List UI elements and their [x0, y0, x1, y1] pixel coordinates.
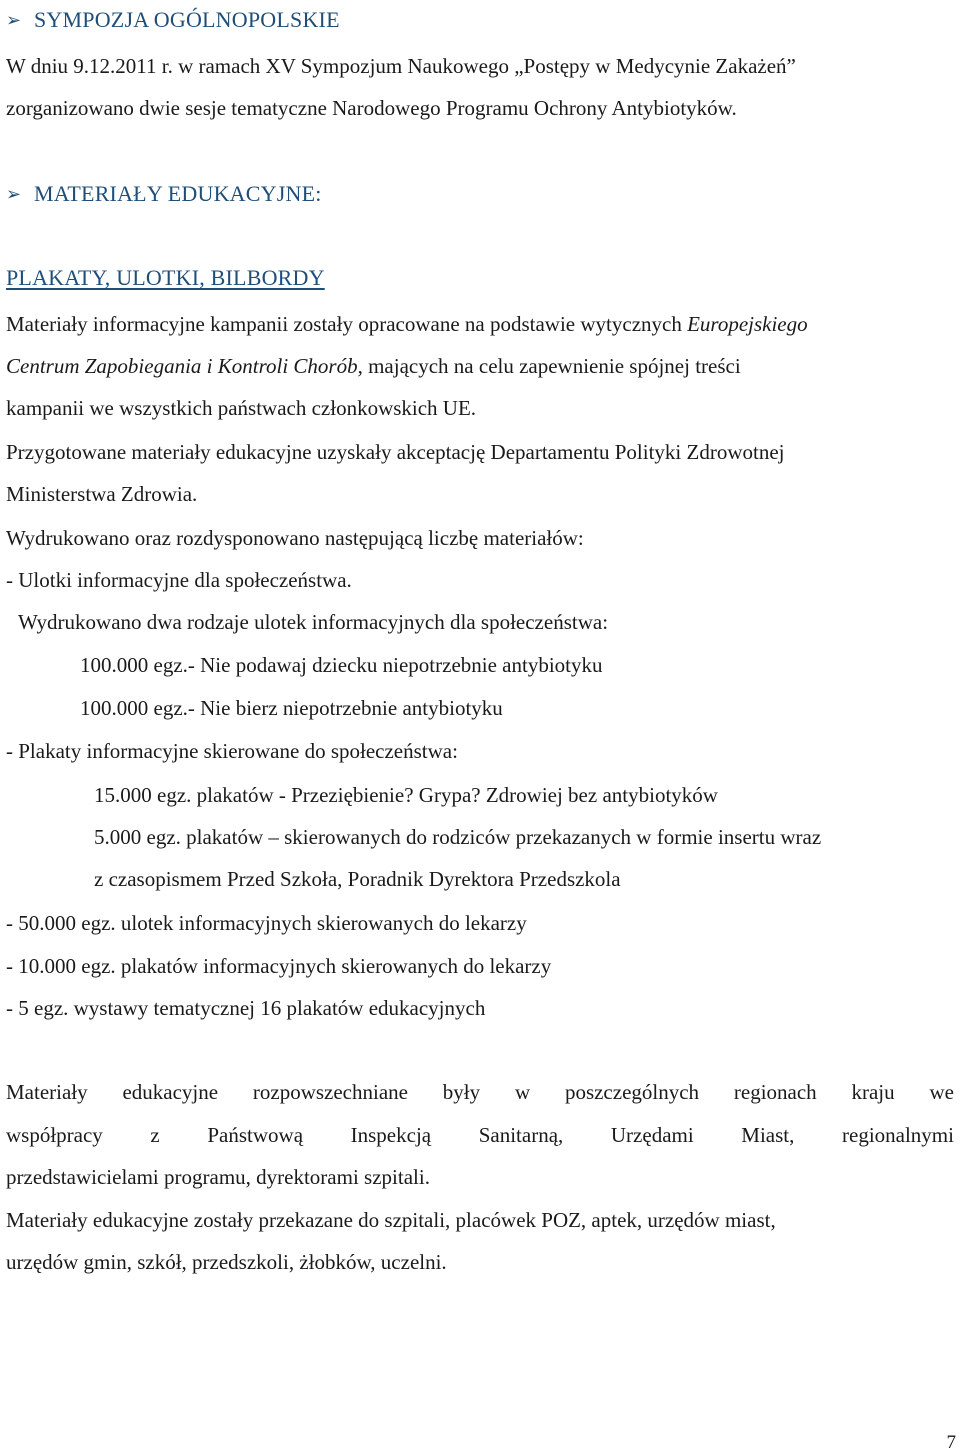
italic-span: Centrum Zapobiegania i Kontroli Chorób — [6, 354, 358, 378]
text-line: przedstawicielami programu, dyrektorami szpitali. — [6, 1165, 430, 1189]
word: regionach — [733, 1080, 817, 1104]
text-line: Wydrukowano oraz rozdysponowano następującą liczbę materiałów: — [6, 526, 584, 550]
word: były — [442, 1080, 481, 1104]
text-line — [6, 352, 741, 380]
word: w — [514, 1080, 531, 1104]
word: Materiały — [6, 1080, 88, 1104]
list-item: 5.000 egz. plakatów – skierowanych do rodziców przekazanych w formie insertu wraz — [94, 825, 822, 849]
word: rozpowszechniane — [252, 1080, 408, 1104]
word: Urzędami — [610, 1123, 694, 1147]
list-item: - 5 egz. wystawy tematycznej 16 plakatów edukacyjnych — [6, 996, 486, 1020]
text-line: Przygotowane materiały edukacyjne uzyskały akceptację Departamentu Polityki Zdrowotnej — [6, 440, 785, 464]
word: Sanitarną, — [478, 1123, 564, 1147]
list-item: - 10.000 egz. plakatów informacyjnych skierowanych do lekarzy — [6, 954, 552, 978]
list-item: 100.000 egz.- Nie podawaj dziecku niepotrzebnie antybiotyku — [80, 653, 603, 677]
text-span: Materiały informacyjne kampanii zostały opracowane na podstawie wytycznych — [6, 312, 688, 336]
word: poszczególnych — [564, 1080, 700, 1104]
word: Miast, — [741, 1123, 795, 1147]
section-heading-sympozja — [6, 6, 340, 34]
word: współpracy — [6, 1123, 103, 1147]
word: z — [150, 1123, 160, 1147]
word: we — [929, 1080, 954, 1104]
text-line: Ministerstwa Zdrowia. — [6, 482, 198, 506]
text-line: Materiały edukacyjne zostały przekazane do szpitali, placówek POZ, aptek, urzędów miast, — [6, 1208, 776, 1232]
text-line: W dniu 9.12.2011 r. w ramach XV Sympozjum Naukowego „Postępy w Medycynie Zakażeń” — [6, 54, 796, 78]
text-line: zorganizowano dwie sesje tematyczne Narodowego Programu Ochrony Antybiotyków. — [6, 96, 737, 120]
text-line — [6, 310, 808, 338]
word: regionalnymi — [842, 1123, 954, 1147]
page-number: 7 — [946, 1432, 956, 1453]
text-line: urzędów gmin, szkół, przedszkoli, żłobków, uczelni. — [6, 1250, 447, 1274]
heading-text: SYMPOZJA OGÓLNOPOLSKIE — [34, 7, 340, 32]
section-heading-materialy — [6, 180, 322, 208]
arrow-bullet-icon: ➢ — [6, 10, 22, 30]
list-item: 15.000 egz. plakatów - Przeziębienie? Grypa? Zdrowiej bez antybiotyków — [94, 783, 718, 807]
arrow-bullet-icon: ➢ — [6, 184, 22, 204]
justified-line — [6, 1121, 954, 1149]
list-item: - 50.000 egz. ulotek informacyjnych skierowanych do lekarzy — [6, 911, 527, 935]
italic-span: Europejskiego — [687, 312, 808, 336]
text-line: Wydrukowano dwa rodzaje ulotek informacyjnych dla społeczeństwa: — [18, 610, 609, 634]
list-item: 100.000 egz.- Nie bierz niepotrzebnie antybiotyku — [80, 696, 503, 720]
word: Inspekcją — [350, 1123, 432, 1147]
text-line: - Plakaty informacyjne skierowane do społeczeństwa: — [6, 739, 458, 763]
word: Państwową — [207, 1123, 304, 1147]
justified-line — [6, 1078, 954, 1106]
text-line: kampanii we wszystkich państwach członkowskich UE. — [6, 396, 477, 420]
subheading-plakaty: PLAKATY, ULOTKI, BILBORDY — [6, 265, 325, 290]
word: kraju — [851, 1080, 895, 1104]
text-span: , mających na celu zapewnienie spójnej treści — [357, 354, 741, 378]
text-line: - Ulotki informacyjne dla społeczeństwa. — [6, 568, 352, 592]
word: edukacyjne — [122, 1080, 219, 1104]
heading-text: MATERIAŁY EDUKACYJNE: — [34, 181, 322, 206]
list-item: z czasopismem Przed Szkoła, Poradnik Dyrektora Przedszkola — [94, 867, 621, 891]
